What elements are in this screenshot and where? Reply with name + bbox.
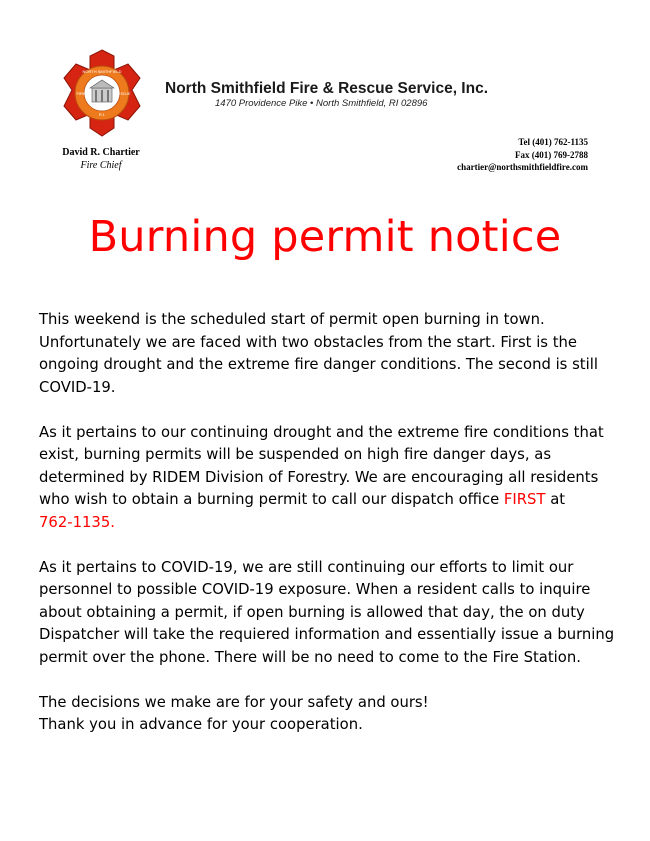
notice-body <box>39 309 629 759</box>
contact-block <box>457 136 588 174</box>
fire-department-logo <box>62 48 142 138</box>
closing <box>39 692 629 737</box>
closing-line-1: The decisions we make are for your safety and ours! <box>39 693 429 711</box>
paragraph-2 <box>39 422 629 535</box>
organization-name: North Smithfield Fire & Rescue Service, Inc. <box>165 80 489 97</box>
email: chartier@northsmithfieldfire.com <box>457 162 588 172</box>
paragraph-3: As it pertains to COVID-19, we are still continuing our efforts to limit our personnel to possible COVID-19 exposure. When a resident calls to inquire about obtaining a permit, if open burning is allowed that day, the on duty Dispatcher will take the requiered information and essentially issue a burning permit over the phone. There will be no need to come to the Fire Station. <box>39 558 615 666</box>
chief-title: Fire Chief <box>80 160 122 171</box>
paragraph-2-text: As it pertains to our continuing drought and the extreme fire conditions that exist, burning permits will be suspended on high fire danger days, as determined by RIDEM Division of Forestry. We are encouraging all residents who wish to obtain a burning permit to call our dispatch office <box>39 423 604 508</box>
logo-left-text: FIRE <box>76 91 86 96</box>
dispatch-phone: 762-1135. <box>39 513 115 531</box>
paragraph-2-after: at <box>545 491 566 508</box>
organization-address: 1470 Providence Pike • North Smithfield, RI 02896 <box>215 98 428 109</box>
logo-bottom-text: R.I. <box>98 112 106 117</box>
logo-top-text: NORTH SMITHFIELD <box>82 69 122 74</box>
closing-line-2: Thank you in advance for your cooperation. <box>39 716 363 733</box>
notice-title: Burning permit notice <box>88 212 562 262</box>
telephone: Tel (401) 762-1135 <box>518 137 588 147</box>
chief-name: David R. Chartier <box>62 147 140 158</box>
logo-right-text: RESCUE <box>115 92 131 96</box>
fax: Fax (401) 769-2788 <box>515 149 588 160</box>
paragraph-1: This weekend is the scheduled start of permit open burning in town. Unfortunately we are faced with two obstacles from the start. First is the ongoing drought and the extreme fire danger conditions. The second is still COVID-19. <box>39 311 598 396</box>
first-emphasis: FIRST <box>503 491 546 508</box>
